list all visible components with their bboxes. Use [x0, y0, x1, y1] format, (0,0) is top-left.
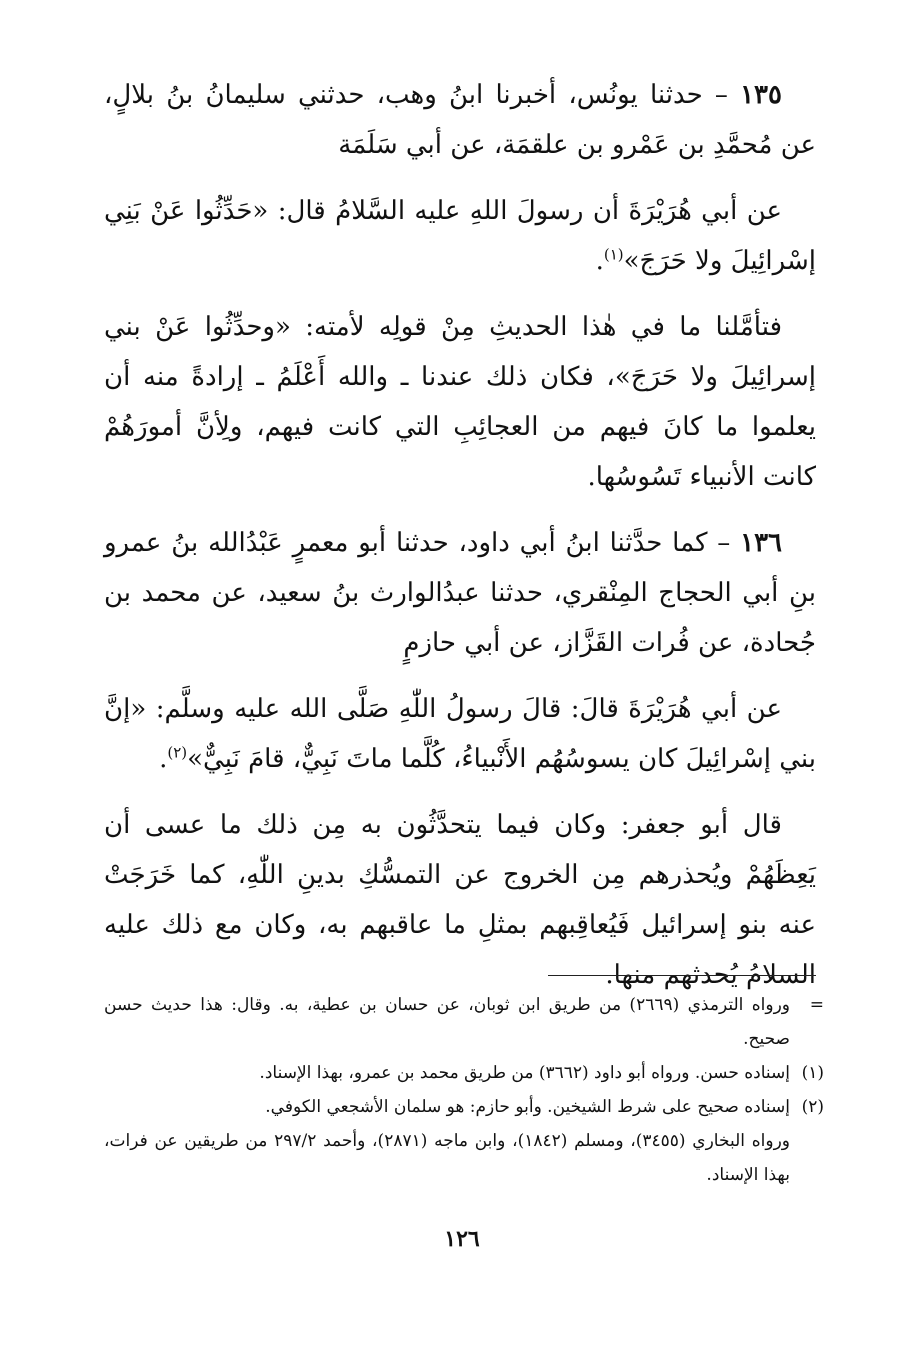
paragraph-tail: . [595, 246, 604, 276]
footnote-item [104, 1090, 824, 1124]
paragraph-text: قال أبو جعفر: وكان فيما يتحدَّثُون به مِن ذلك ما عسى أن يَعِظَهُمْ ويُحذرهم مِن الخروج عن التمسُّكِ بدينِ اللّٰهِ، كما خَرَجَتْ عنه بنو إسرائيل فَيُعاقِبهم بمثلِ ما عاقبهم به، وكان مع ذلك عليه السلامُ يُحدثهم منها. [104, 810, 816, 990]
hadith-135-text [104, 186, 816, 286]
footnote-item [104, 1124, 824, 1192]
footnote-text: إسناده حسن. ورواه أبو داود (٣٦٦٢) من طريق محمد بن عمرو، بهذا الإسناد. [259, 1063, 790, 1083]
paragraph-text: عن أبي هُرَيْرَةَ أن رسولَ اللهِ عليه السَّلامُ قال: «حَدِّثُوا عَنْ بَنِي إسْرائِيلَ ولا حَرَجَ» [104, 196, 816, 276]
footnote-item [104, 1056, 824, 1090]
paragraph-text: – كما حدَّثنا ابنُ أبي داود، حدثنا أبو معمرٍ عَبْدُالله بنُ عمرو بنِ أبي الحجاج المِنْقري، حدثنا عبدُالوارث بنُ سعيد، عن محمد بن جُحادة، عن فُرات القَزَّاز، عن أبي حازمٍ [104, 528, 816, 658]
abu-jafar-paragraph [104, 800, 816, 1000]
footnote-text: ورواه الترمذي (٢٦٦٩) من طريق ابن ثوبان، عن حسان بن عطية، به. وقال: هذا حديث حسن صحيح. [104, 995, 790, 1049]
paragraph-tail: . [159, 744, 168, 774]
hadith-135-chain [104, 70, 816, 170]
footnote-ref: (١) [603, 245, 624, 264]
main-text [104, 70, 816, 1016]
hadith-136-text [104, 684, 816, 784]
paragraph-text: عن أبي هُرَيْرَةَ قالَ: قالَ رسولُ اللّٰهِ صَلَّى الله عليه وسلَّم: «إنَّ بني إسْرائِيلَ كان يسوسُهُم الأَنْبياءُ، كُلَّما ماتَ نَبِيٌّ، قامَ نَبِيٌّ» [104, 694, 816, 774]
footnote-mark: (٢) [801, 1097, 824, 1117]
hadith-number: ١٣٦ [740, 528, 783, 558]
footnote-text: إسناده صحيح على شرط الشيخين. وأبو حازم: هو سلمان الأشجعي الكوفي. [265, 1097, 790, 1117]
footnote-mark: (١) [801, 1063, 824, 1083]
paragraph-text: فتأمَّلنا ما في هٰذا الحديثِ مِنْ قولِه لأمته: «وحدِّثُوا عَنْ بني إسرائِيلَ ولا حَرَجَ»، فكان ذلك عندنا ـ والله أَعْلَمُ ـ إرادةً منه أن يعلموا ما كانَ فيهم من العجائِبِ التي كانت فيهم، ولِأنَّ أمورَهُمْ كانت الأنبياء تَسُوسُها. [104, 312, 816, 492]
footnote-item [104, 988, 824, 1056]
footnote-text: ورواه البخاري (٣٤٥٥)، ومسلم (١٨٤٢)، وابن ماجه (٢٨٧١)، وأحمد ٢٩٧/٢ من طريقين عن فرات، بهذا الإسناد. [104, 1131, 790, 1185]
page-number: ١٢٦ [444, 1226, 480, 1252]
footnote-ref: (٢) [167, 743, 188, 762]
hadith-136-chain [104, 518, 816, 668]
commentary-paragraph [104, 302, 816, 502]
footnotes [104, 988, 824, 1192]
paragraph-text: – حدثنا يونُس، أخبرنا ابنُ وهب، حدثني سليمانُ بنُ بلالٍ، عن مُحمَّدِ بن عَمْرو بن علقمَة، عن أبي سَلَمَة [104, 80, 816, 160]
footnote-mark: = [809, 995, 824, 1015]
footnote-divider [548, 975, 816, 976]
footnote-mark [790, 1124, 824, 1192]
hadith-number: ١٣٥ [740, 80, 782, 110]
